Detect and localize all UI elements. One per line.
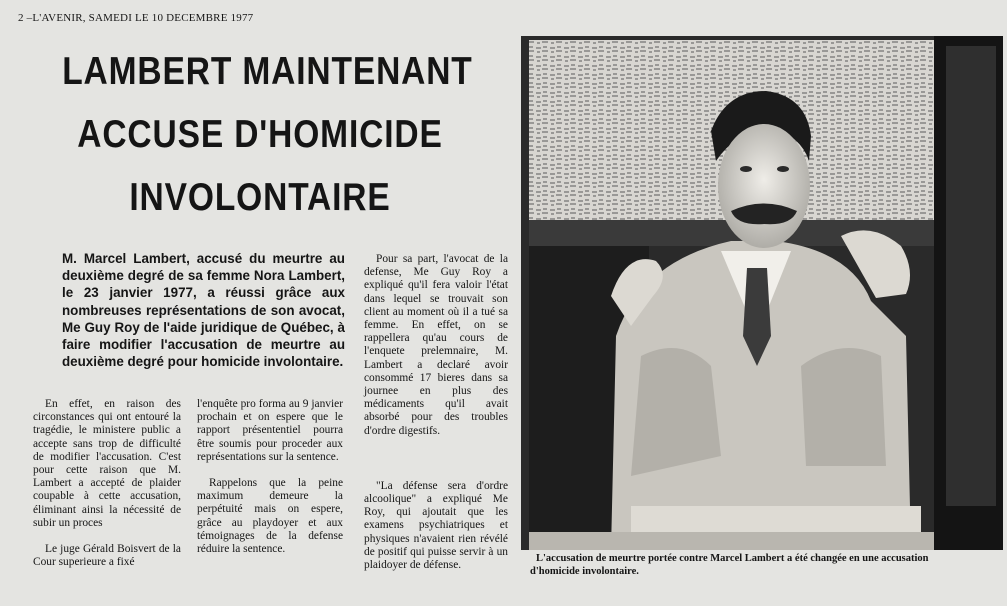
article-column-2 <box>197 398 343 569</box>
headline <box>62 40 473 229</box>
article-column-3 <box>364 253 508 585</box>
page-header: 2 –L'AVENIR, SAMEDI LE 10 DECEMBRE 1977 <box>18 12 254 24</box>
lede: M. Marcel Lambert, accusé du meurtre au deuxième degré de sa femme Nora Lambert, le 23 janvier 1977, a réussi grâce aux nombreuses représentations de son avocat, Me Guy Roy de l'aide juridique de Québec, à faire modifier l'accusation de meurtre au deuxième degré pour homicide involontaire. <box>62 251 345 370</box>
headline-line-2: ACCUSE D'HOMICIDE <box>77 113 443 156</box>
headline-line-1: LAMBERT MAINTENANT <box>62 50 473 93</box>
article-paragraph: Le juge Gérald Boisvert de la Cour superieure a fixé <box>33 543 181 569</box>
article-paragraph: l'enquête pro forma au 9 janvier prochain et on espere que le rapport présententiel pourra être soumis pour proceder aux représentations sur la sentence. <box>197 398 343 463</box>
photo-illustration <box>521 36 1003 550</box>
news-photo <box>521 36 1003 550</box>
article-paragraph: Rappelons que la peine maximum demeure la perpétuité mais on espere, grâce au playdoyer et aux témoignages de la defense réduire la sentence. <box>197 477 343 556</box>
article-paragraph: En effet, en raison des circonstances qui ont entouré la tragédie, le ministere public a accepte sans trop de difficulté de modifier l'accusation. C'est pour cette raison que M. Lambert a accepté de plaider coupable à cette accusation, éliminant ainsi la nécessité de subir un proces <box>33 398 181 529</box>
article-paragraph: Pour sa part, l'avocat de la defense, Me Guy Roy a expliqué qu'il fera valoir l'état dans lequel se trouvait son client au moment où il a tué sa femme. En effet, on se rappellera qu'au cours de l'enquete prelemnaire, M. Lambert a declaré avoir consommé 17 bieres dans sa journee en plus des médicaments qu'il avait absorbé pour des troubles d'ordre digestifs. <box>364 253 508 437</box>
caption-line-1: L'accusation de meurtre portée contre Marcel Lambert a été changée en une accusation <box>536 553 929 564</box>
caption-line-2: d'homicide involontaire. <box>530 566 639 577</box>
photo-caption <box>530 552 1002 578</box>
article-paragraph: "La défense sera d'ordre alcoolique" a expliqué Me Roy, qui ajoutait que les examens psychiatriques et physiques n'avaient rien révélé de positif qui puisse servir à un plaidoyer de défense. <box>364 479 508 572</box>
headline-line-3: INVOLONTAIRE <box>129 176 391 219</box>
article-column-1 <box>33 398 181 582</box>
